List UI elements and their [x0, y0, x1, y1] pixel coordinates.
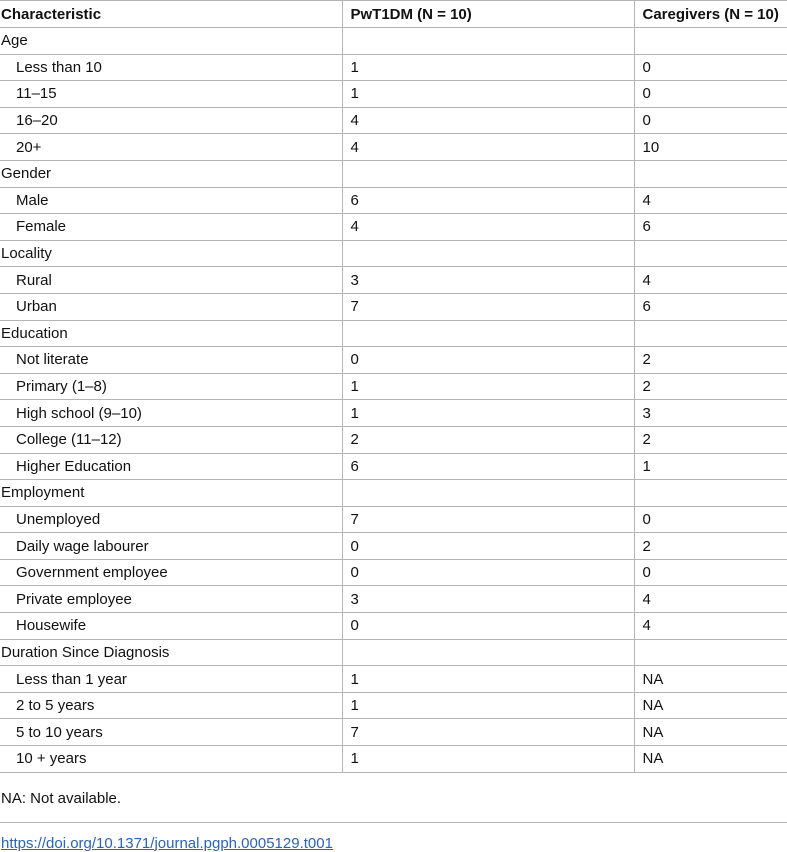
- row-label: Age: [1, 32, 28, 50]
- row-label: Not literate: [16, 351, 89, 369]
- table-footnote: NA: Not available.: [1, 789, 122, 807]
- row-label: Government employee: [16, 564, 168, 582]
- cell-caregivers: 0: [634, 54, 787, 81]
- table-row: [0, 746, 787, 773]
- cell-caregivers: 6: [634, 214, 787, 241]
- table-row: [0, 81, 787, 108]
- cell-pwt1dm: 7: [342, 719, 634, 746]
- cell-pwt1dm: 1: [342, 400, 634, 427]
- cell-pwt1dm: 6: [342, 187, 634, 214]
- cell-pwt1dm: 3: [342, 267, 634, 294]
- table-row: [0, 187, 787, 214]
- cell-pwt1dm: [342, 639, 634, 666]
- header-row: [0, 1, 787, 28]
- doi-link[interactable]: https://doi.org/10.1371/journal.pgph.0005129.t001: [1, 834, 333, 852]
- cell-pwt1dm: 0: [342, 347, 634, 374]
- cell-caregivers: 4: [634, 613, 787, 640]
- cell-pwt1dm: 1: [342, 81, 634, 108]
- cell-pwt1dm: [342, 480, 634, 507]
- cell-caregivers: [634, 28, 787, 55]
- table-row: [0, 347, 787, 374]
- cell-pwt1dm: 7: [342, 506, 634, 533]
- cell-caregivers: [634, 639, 787, 666]
- row-label: Higher Education: [16, 457, 132, 475]
- row-label: Employment: [1, 484, 85, 502]
- cell-caregivers: 0: [634, 107, 787, 134]
- header-pwt1dm: PwT1DM (N = 10): [342, 1, 634, 28]
- table-row: [0, 586, 787, 613]
- table-row: [0, 506, 787, 533]
- table-row: [0, 613, 787, 640]
- row-label: High school (9–10): [16, 404, 142, 422]
- cell-pwt1dm: [342, 160, 634, 187]
- cell-pwt1dm: 1: [342, 692, 634, 719]
- table-row: [0, 214, 787, 241]
- cell-caregivers: 4: [634, 586, 787, 613]
- cell-pwt1dm: 7: [342, 293, 634, 320]
- cell-caregivers: [634, 160, 787, 187]
- cell-caregivers: NA: [634, 692, 787, 719]
- cell-caregivers: 0: [634, 506, 787, 533]
- cell-pwt1dm: 4: [342, 107, 634, 134]
- cell-caregivers: NA: [634, 666, 787, 693]
- cell-caregivers: [634, 240, 787, 267]
- cell-pwt1dm: 2: [342, 426, 634, 453]
- table-group-row: [0, 240, 787, 267]
- table-row: [0, 54, 787, 81]
- cell-caregivers: 2: [634, 373, 787, 400]
- table-group-row: [0, 480, 787, 507]
- cell-pwt1dm: 0: [342, 533, 634, 560]
- row-label: Unemployed: [16, 510, 101, 528]
- row-label: Gender: [1, 165, 52, 183]
- cell-caregivers: NA: [634, 746, 787, 773]
- cell-pwt1dm: 0: [342, 559, 634, 586]
- row-label: 20+: [16, 138, 42, 156]
- row-label: Male: [16, 191, 49, 209]
- cell-caregivers: [634, 320, 787, 347]
- cell-caregivers: 2: [634, 426, 787, 453]
- table-group-row: [0, 28, 787, 55]
- row-label: Primary (1–8): [16, 378, 107, 396]
- cell-pwt1dm: 4: [342, 214, 634, 241]
- cell-pwt1dm: 4: [342, 134, 634, 161]
- row-label: Less than 10: [16, 58, 102, 76]
- table-row: [0, 666, 787, 693]
- cell-caregivers: [634, 480, 787, 507]
- row-label: Housewife: [16, 617, 87, 635]
- table-row: [0, 373, 787, 400]
- table-row: [0, 400, 787, 427]
- cell-pwt1dm: 1: [342, 373, 634, 400]
- cell-caregivers: 2: [634, 533, 787, 560]
- cell-caregivers: 10: [634, 134, 787, 161]
- cell-pwt1dm: 0: [342, 613, 634, 640]
- table-row: [0, 719, 787, 746]
- cell-pwt1dm: [342, 240, 634, 267]
- row-label: Daily wage labourer: [16, 537, 149, 555]
- cell-caregivers: 0: [634, 559, 787, 586]
- table-row: [0, 533, 787, 560]
- header-characteristic: Characteristic: [1, 5, 102, 23]
- row-label: Female: [16, 218, 67, 236]
- row-label: Locality: [1, 245, 52, 263]
- cell-caregivers: 4: [634, 187, 787, 214]
- table-body: [0, 28, 787, 773]
- table-row: [0, 107, 787, 134]
- cell-caregivers: 6: [634, 293, 787, 320]
- cell-caregivers: 4: [634, 267, 787, 294]
- cell-pwt1dm: 1: [342, 54, 634, 81]
- cell-caregivers: 2: [634, 347, 787, 374]
- table-row: [0, 134, 787, 161]
- row-label: Private employee: [16, 590, 132, 608]
- cell-pwt1dm: [342, 28, 634, 55]
- row-label: Duration Since Diagnosis: [1, 643, 170, 661]
- row-label: Urban: [16, 298, 57, 316]
- table-group-row: [0, 160, 787, 187]
- row-label: Rural: [16, 271, 52, 289]
- table-row: [0, 426, 787, 453]
- row-label: 16–20: [16, 112, 58, 130]
- table-row: [0, 559, 787, 586]
- cell-pwt1dm: 1: [342, 746, 634, 773]
- header-caregivers: Caregivers (N = 10): [634, 1, 787, 28]
- table-row: [0, 692, 787, 719]
- cell-pwt1dm: 1: [342, 666, 634, 693]
- table-group-row: [0, 320, 787, 347]
- row-label: Less than 1 year: [16, 670, 127, 688]
- cell-pwt1dm: 6: [342, 453, 634, 480]
- row-label: 10 + years: [16, 750, 87, 768]
- row-label: Education: [1, 324, 68, 342]
- cell-caregivers: 1: [634, 453, 787, 480]
- row-label: 11–15: [16, 85, 57, 103]
- cell-caregivers: NA: [634, 719, 787, 746]
- row-label: 5 to 10 years: [16, 723, 103, 741]
- row-label: College (11–12): [16, 431, 122, 449]
- row-label: 2 to 5 years: [16, 697, 95, 715]
- table-group-row: [0, 639, 787, 666]
- cell-pwt1dm: [342, 320, 634, 347]
- table-row: [0, 453, 787, 480]
- cell-pwt1dm: 3: [342, 586, 634, 613]
- cell-caregivers: 3: [634, 400, 787, 427]
- cell-caregivers: 0: [634, 81, 787, 108]
- table-row: [0, 267, 787, 294]
- table-row: [0, 293, 787, 320]
